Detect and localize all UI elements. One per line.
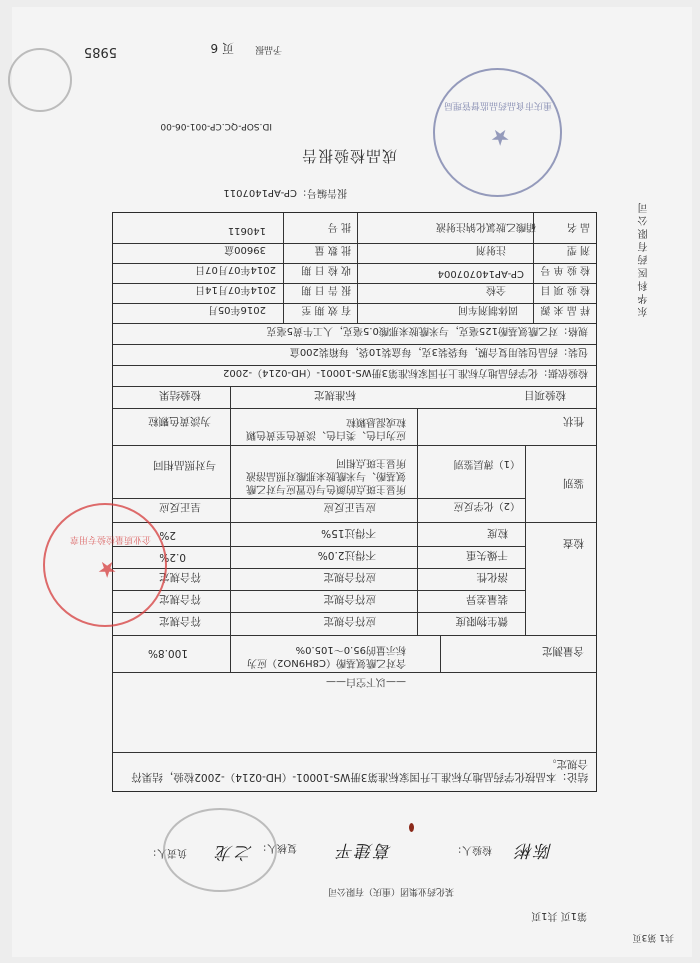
form-value: 注射剂 [476,244,506,255]
loss-label: 干燥失重 [466,549,508,561]
test-item-value: 全检 [486,284,506,295]
form-label: 剂 型 [566,244,590,255]
granularity-result: 2% [159,529,176,541]
col-standard-header: 标准规定 [314,389,356,401]
receive-date-value: 2014年07月07日 [195,264,276,275]
assay-result: 100.8% [147,647,188,659]
corner-page-indicator: 共1 第3页 [632,932,674,942]
page-indicator: 第1页 共1页 [531,910,587,921]
loss-standard: 不得过2.0% [317,549,376,561]
scan-page: 页 6 [210,41,234,55]
assay-label: 含量测定 [542,645,584,657]
assay-standard: 含对乙酰氨基酚（C8H9NO2）应为标示量的95.0～105.0% [247,644,406,668]
inspector-label: 检验人： [452,844,492,855]
expiry-label: 有 效 期 至 [301,304,351,315]
form-code: ID.SOP-QC.CP-001-06-00 [160,121,272,131]
test-item-label: 检 验 项 目 [540,284,590,295]
report-number: 报告编号：CP-AP1407011 [223,187,347,198]
packaging-line: 包装：药品包装用复合膜，每袋装3克，每盒装10袋，每箱装200盒 [289,346,588,357]
source-value: 固体制剂车间 [458,304,518,315]
solubility-result: 符合规定 [159,571,201,583]
gray-faded-stamp [163,808,277,892]
end-marker: ——以下空白—— [326,676,406,687]
footer-company: 某化药业集团（重庆）有限公司 [327,886,454,896]
paper [12,7,692,957]
red-quality-stamp: ★ 企业质量检验专用章 [43,503,167,627]
batch-qty-value: 39600盒 [224,244,266,255]
ident2-standard: 应呈正反应 [323,501,376,513]
report-date-value: 2014年07月14日 [195,284,276,295]
col-item-header: 检验项目 [524,389,566,401]
micro-standard: 应符合规定 [323,615,376,627]
scan-number: 5985 [83,44,117,59]
batch-qty-label: 批 数 量 [314,244,351,255]
reviewer-signature: 葛建平 [335,840,392,860]
results-table [112,212,597,792]
spec-label: 批 号 [327,221,351,232]
appearance-result: 为淡黄色颗粒 [148,415,211,427]
report-title: 成品检验报告 [300,147,397,165]
sample-no-label: 检 验 单 号 [540,264,590,275]
sample-no-value: CP-AP140707004 [437,268,524,279]
col-result-header: 检验结果 [159,389,201,401]
ident-label: 鉴别 [563,477,584,489]
ink-mark [409,823,414,832]
gray-corner-stamp [8,48,72,112]
micro-label: 微生物限度 [455,615,508,627]
responsible-signature: 之龙 [214,842,252,862]
responsible-label: 负责人： [147,847,187,858]
inspector-signature: 陈彬 [514,840,552,860]
appearance-standard: 应为白色、类白色、淡黄色至黄色颗粒或混悬颗粒 [246,416,406,440]
scan-mark: 予品报 [254,44,282,54]
weight-result: 符合规定 [159,593,201,605]
ident2-result: 呈正反应 [159,501,201,513]
receive-date-label: 收 检 日 期 [301,264,351,275]
expiry-value: 2016年05月 [207,304,266,315]
product-label: 品 名 [566,221,590,232]
report-date-label: 报 告 日 期 [301,284,351,295]
reviewer-label: 复核人： [257,842,297,853]
weight-standard: 应符合规定 [323,593,376,605]
ident1-standard: 所显主斑点的颜色与位置应与对乙酰氨基酚、与米酰胺来那酸对照品溶液所显主斑点相同 [246,457,406,494]
strength-line: 规格：对乙酰氨基酚125毫克，与米酰胺来那酸0.5毫克，人工牛黄5毫克 [266,325,588,336]
basis-line: 检验依据：化学药品地方标准上升国家标准第3册WS-10001-（HD-0214）-2002 [223,367,588,378]
spec-value: 140611 [227,225,266,236]
source-label: 样 品 来 源 [540,304,590,315]
check-label: 检查 [563,537,584,549]
product-value: 硝酸乙胺氯化钠注射液 [436,221,536,232]
blue-stamp-text: 重庆市食品药品监督管理局 [443,100,552,110]
solubility-label: 溶化性 [476,571,508,583]
ident2-label: （2）化学反应 [453,500,520,511]
solubility-standard: 应符合规定 [323,571,376,583]
granularity-standard: 不得过15% [321,527,376,539]
loss-result: 0.2% [159,551,186,563]
weight-label: 装量差异 [466,593,508,605]
conclusion-text: 结论：本品按化学药品地方标准上升国家标准第3册WS-10001-（HD-0214）-2002检验，结果符合规定。 [131,758,588,783]
blue-seal-stamp: ★ 重庆市食品药品监督管理局 [433,68,562,197]
appearance-label: 性状 [563,415,584,427]
micro-result: 符合规定 [159,615,201,627]
red-stamp-text: 企业质量检验专用章 [69,534,151,544]
ident1-label: （1）薄层鉴别 [453,458,520,469]
ident1-result: 与对照品相同 [153,459,216,471]
granularity-label: 粒度 [487,527,508,539]
side-text: 东华科医药有限公司 [639,200,650,317]
